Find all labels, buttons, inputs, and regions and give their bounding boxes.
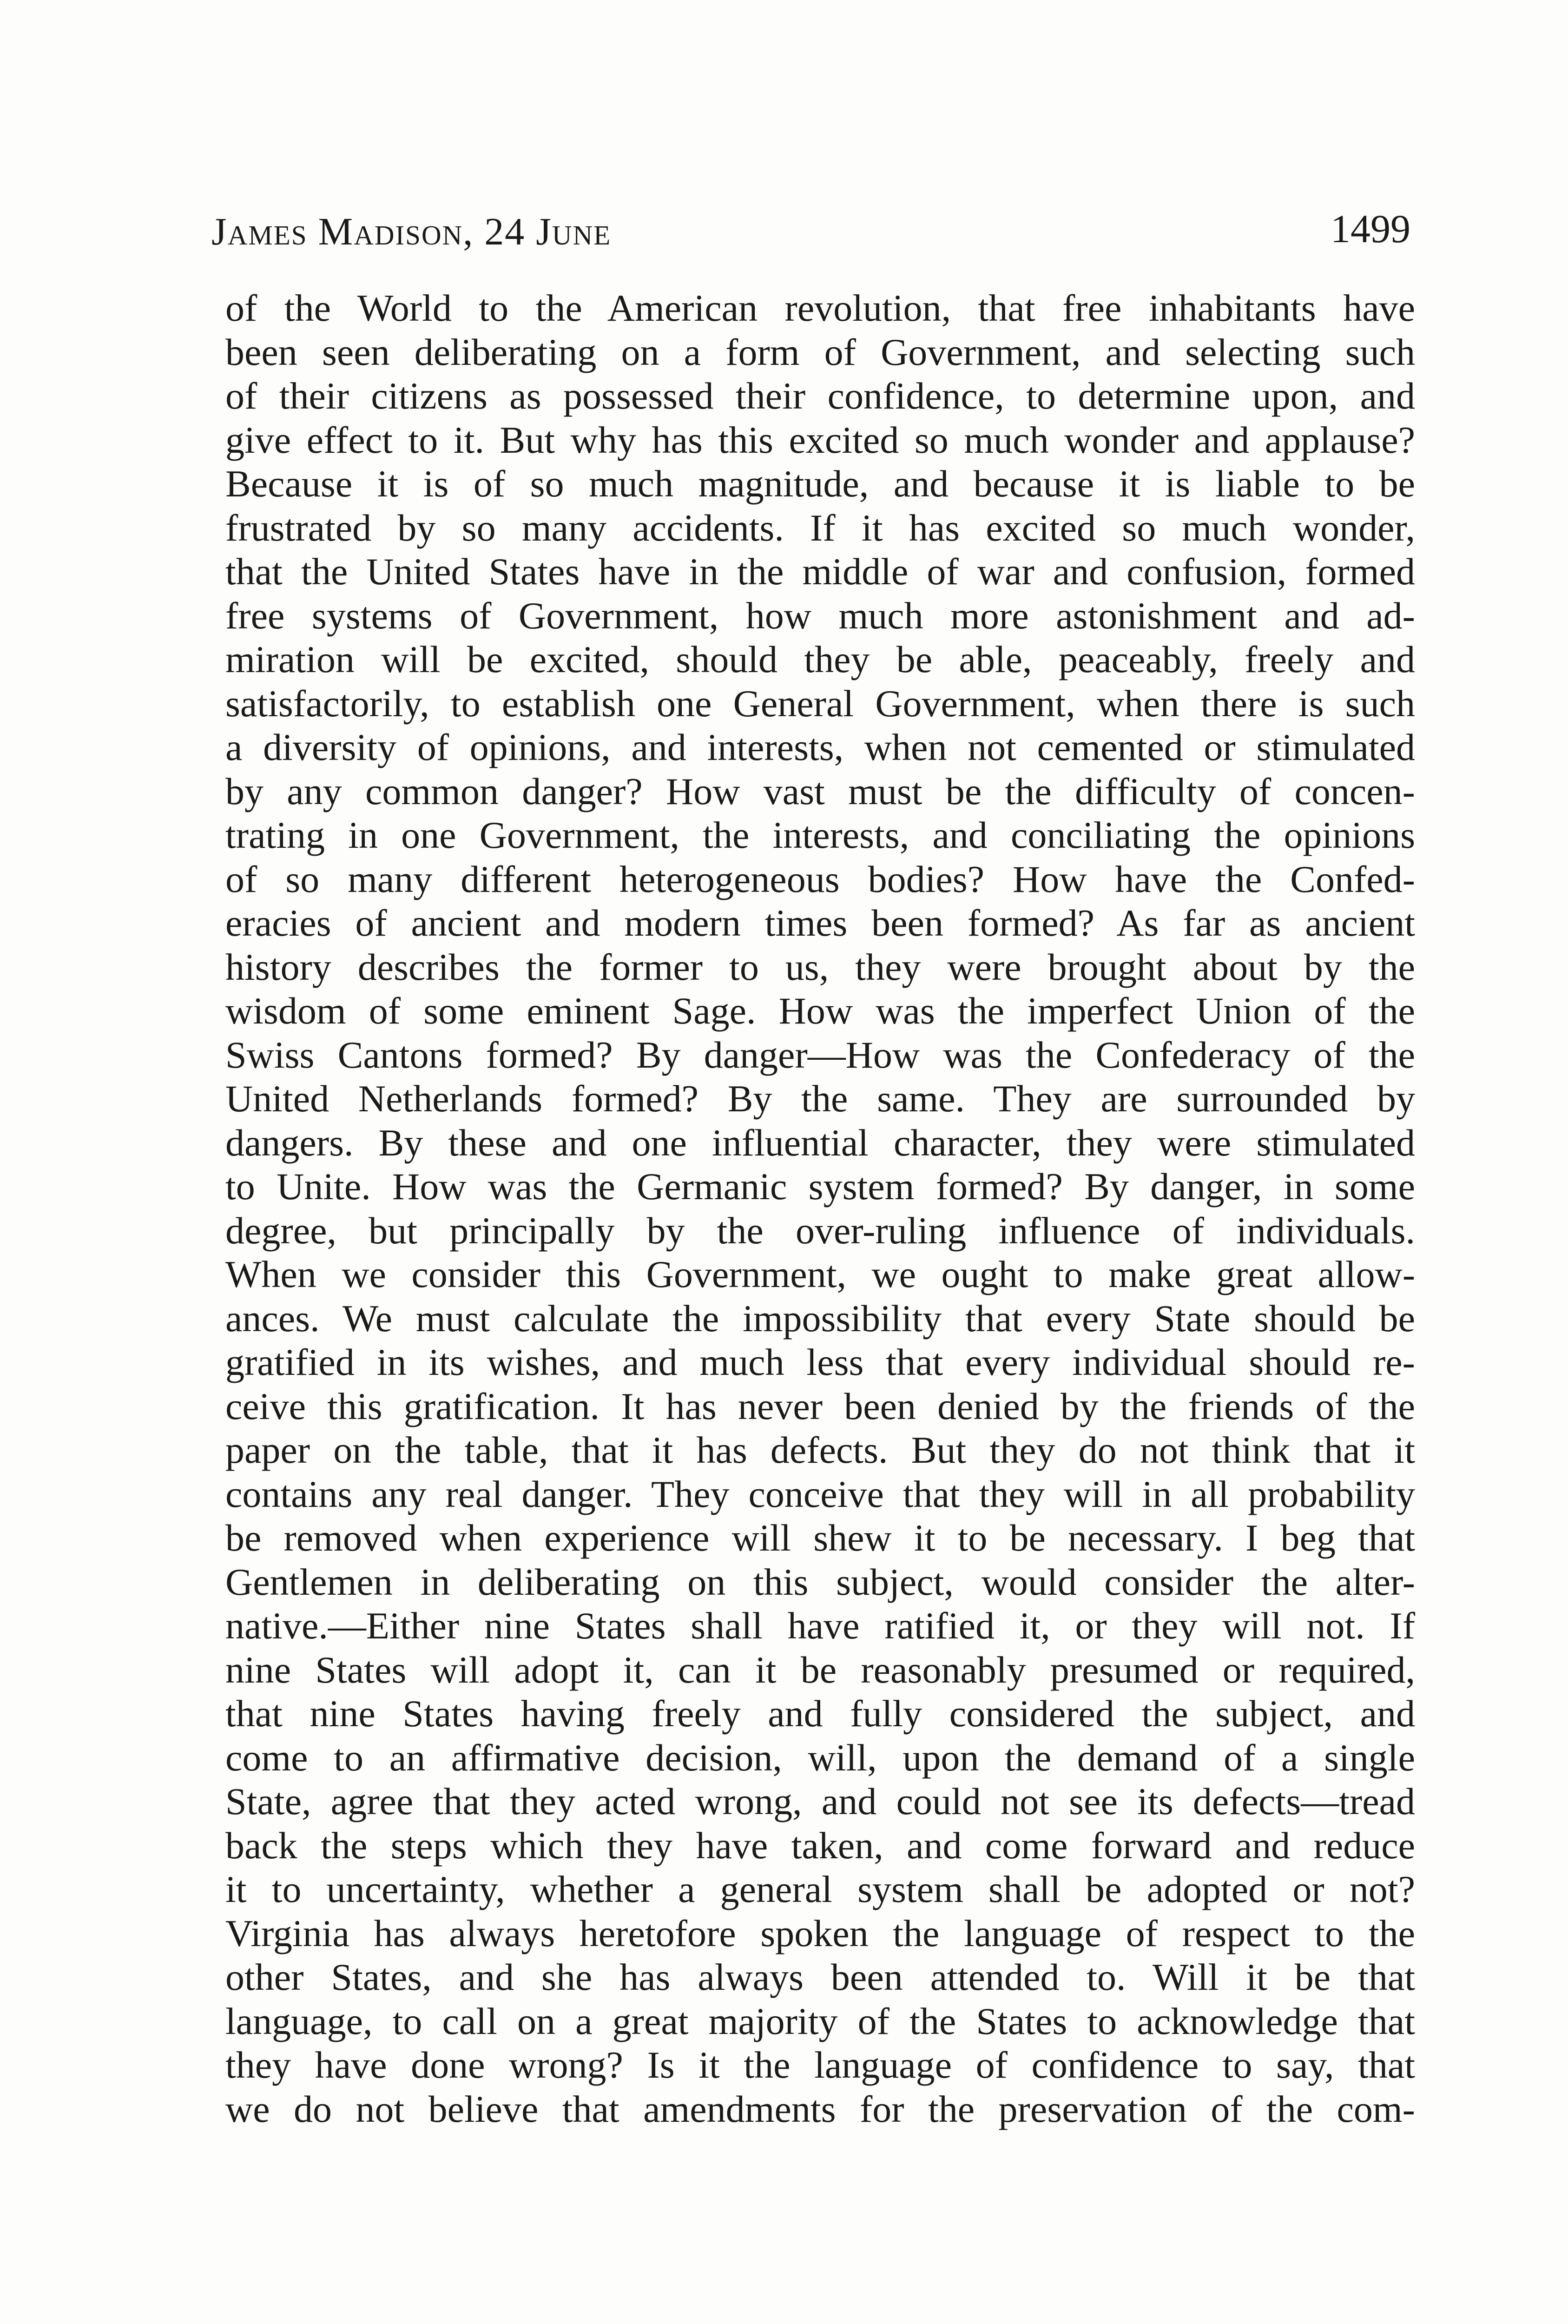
text-line: of their citizens as possessed their confidence, to determine upon, and [225, 375, 1415, 417]
text-line: history describes the former to us, they were brought about by the [225, 945, 1415, 988]
text-line: wisdom of some eminent Sage. How was the imperfect Union of the [225, 990, 1415, 1032]
text-line: that the United States have in the middle of war and confusion, formed [225, 550, 1415, 593]
text-line: eracies of ancient and modern times been formed? As far as ancient [225, 902, 1415, 944]
text-line: been seen deliberating on a form of Government, and selecting such [225, 330, 1415, 373]
text-line: ceive this gratification. It has never been denied by the friends of the [225, 1385, 1415, 1427]
text-line: native.—Either nine States shall have ratified it, or they will not. If [225, 1604, 1415, 1647]
text-line: Virginia has always heretofore spoken the language of respect to the [225, 1912, 1415, 1954]
text-line: back the steps which they have taken, and come forward and reduce [225, 1824, 1415, 1867]
body-text [225, 286, 1415, 2131]
text-line: by any common danger? How vast must be the difficulty of concen- [225, 770, 1415, 812]
text-line: nine States will adopt it, can it be reasonably presumed or required, [225, 1648, 1415, 1691]
text-line: free systems of Government, how much more astonishment and ad- [225, 594, 1415, 637]
text-line: frustrated by so many accidents. If it has excited so much wonder, [225, 506, 1415, 549]
text-line: dangers. By these and one influential character, they were stimulated [225, 1121, 1415, 1164]
text-line: a diversity of opinions, and interests, when not cemented or stimulated [225, 726, 1415, 768]
text-line: language, to call on a great majority of the States to acknowledge that [225, 2000, 1415, 2042]
text-line: of so many different heterogeneous bodies? How have the Confed- [225, 858, 1415, 900]
page-number: 1499 [1331, 206, 1410, 251]
text-line: Swiss Cantons formed? By danger—How was the Confederacy of the [225, 1033, 1415, 1076]
text-line: gratified in its wishes, and much less that every individual should re- [225, 1341, 1415, 1383]
text-line: ances. We must calculate the impossibility that every State should be [225, 1297, 1415, 1340]
running-head-title: James Madison, 24 June [211, 210, 612, 253]
text-line: that nine States having freely and fully considered the subject, and [225, 1692, 1415, 1735]
text-line: give effect to it. But why has this excited so much wonder and applause? [225, 418, 1415, 461]
text-line: to Unite. How was the Germanic system formed? By danger, in some [225, 1165, 1415, 1208]
text-line: they have done wrong? Is it the language of confidence to say, that [225, 2044, 1415, 2086]
text-line: When we consider this Government, we ought to make great allow- [225, 1253, 1415, 1295]
text-line: trating in one Government, the interests, and conciliating the opinions [225, 814, 1415, 856]
text-line: United Netherlands formed? By the same. They are surrounded by [225, 1077, 1415, 1120]
text-line: satisfactorily, to establish one General Government, when there is such [225, 682, 1415, 725]
text-line: Gentlemen in deliberating on this subject, would consider the alter- [225, 1560, 1415, 1603]
running-head [211, 200, 1410, 260]
text-line: we do not believe that amendments for the preservation of the com- [225, 2087, 1415, 2130]
text-line: it to uncertainty, whether a general system shall be adopted or not? [225, 1868, 1415, 1910]
text-line: be removed when experience will shew it to be necessary. I beg that [225, 1517, 1415, 1559]
text-line: miration will be excited, should they be able, peaceably, freely and [225, 638, 1415, 680]
text-line: contains any real danger. They conceive that they will in all probability [225, 1472, 1415, 1515]
text-line: of the World to the American revolution, that free inhabitants have [225, 287, 1415, 329]
text-line: Because it is of so much magnitude, and because it is liable to be [225, 462, 1415, 505]
text-line: come to an affirmative decision, will, upon the demand of a single [225, 1736, 1415, 1779]
text-line: paper on the table, that it has defects. But they do not think that it [225, 1429, 1415, 1471]
text-line: State, agree that they acted wrong, and could not see its defects—tread [225, 1780, 1415, 1822]
text-line: other States, and she has always been attended to. Will it be that [225, 1956, 1415, 1998]
text-line: degree, but principally by the over-ruling influence of individuals. [225, 1209, 1415, 1252]
